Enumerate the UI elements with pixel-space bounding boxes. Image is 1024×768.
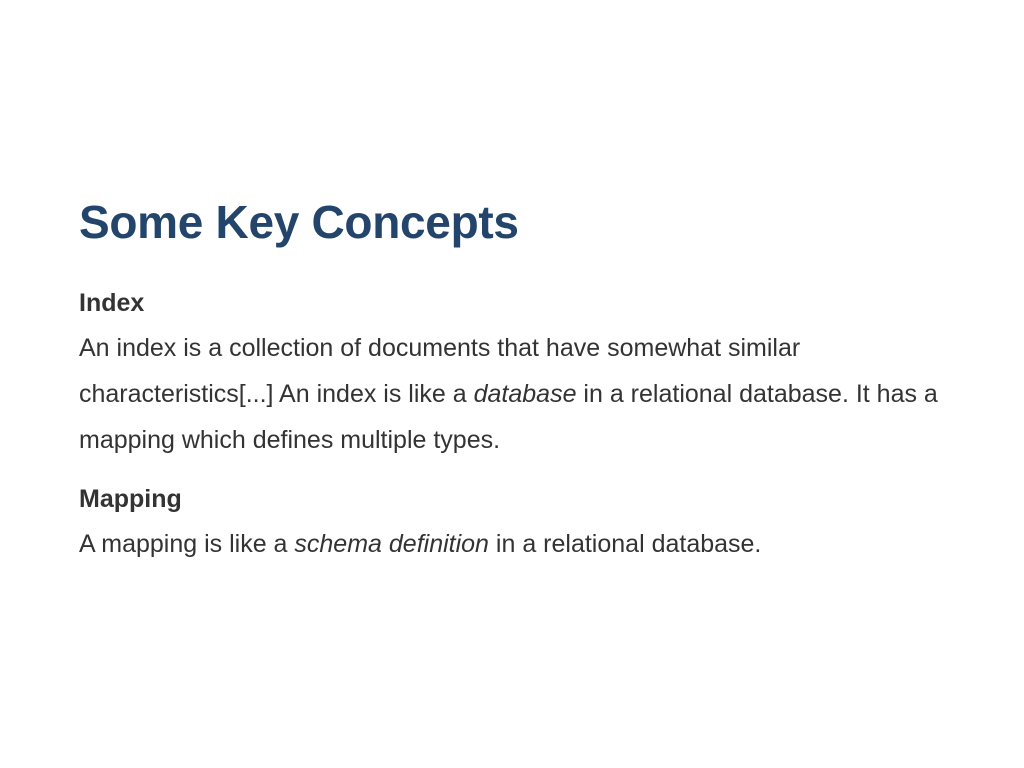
definition-text: An index is a collection of documents that have somewhat similar characteristics[...] An index is like a bbox=[79, 334, 801, 408]
slide-content bbox=[79, 285, 959, 567]
concept-mapping bbox=[79, 481, 959, 567]
definition-text: in a relational database. bbox=[488, 530, 762, 558]
definition-text: A mapping is like a bbox=[79, 530, 295, 558]
concept-index bbox=[79, 285, 959, 463]
definition-text: in a relational database. It has a mapping which defines multiple types. bbox=[79, 380, 938, 454]
definition-emphasis: database bbox=[473, 380, 577, 408]
slide-title: Some Key Concepts bbox=[79, 196, 519, 248]
definition-emphasis: schema definition bbox=[294, 530, 489, 558]
concept-term: Mapping bbox=[79, 485, 182, 513]
concept-term: Index bbox=[79, 289, 145, 317]
concept-definition bbox=[79, 325, 959, 463]
concept-definition bbox=[79, 521, 959, 567]
